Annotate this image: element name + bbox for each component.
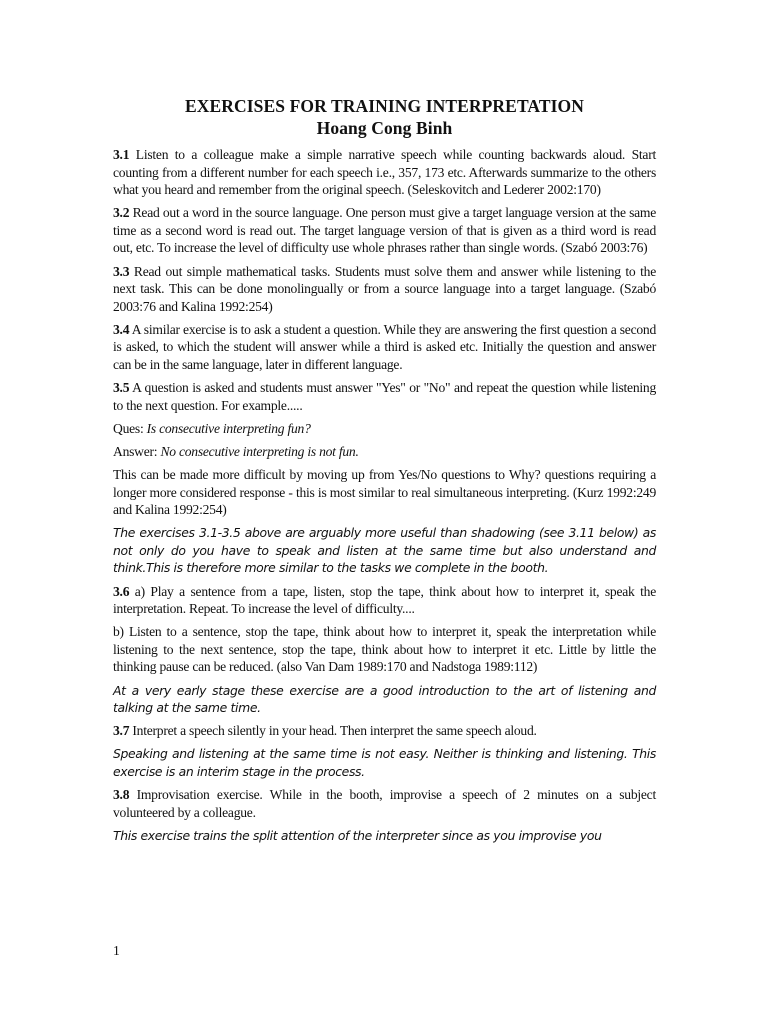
exercise-3-8	[113, 786, 656, 821]
example-answer	[113, 443, 656, 461]
exercise-3-3	[113, 263, 656, 316]
italic-note: This exercise trains the split attention of the interpreter since as you improvise you	[113, 827, 602, 843]
document-title: EXERCISES FOR TRAINING INTERPRETATION	[185, 96, 584, 116]
author-name: Hoang Cong Binh	[316, 118, 453, 138]
exercise-text: Read out a word in the source language. One person must give a target language version at the same time as a second word is read out. The target language version of that is given as a third word is read out, etc. To increase the level of difficulty use whole phrases rather than single words. (Szabó 2003:76)	[113, 205, 656, 256]
exercise-3-1	[113, 146, 656, 199]
exercise-3-7	[113, 722, 656, 740]
body-paragraph: This can be made more difficult by moving up from Yes/No questions to Why? questions requiring a longer more considered response - this is most similar to real simultaneous interpreting. (Kurz 1992:249 and Kalina 1992:254)	[113, 467, 656, 518]
exercise-3-5	[113, 379, 656, 414]
exercise-text: A question is asked and students must answer "Yes" or "No" and repeat the question while listening to the next question. For example.....	[113, 380, 656, 413]
exercise-text: Improvisation exercise. While in the booth, improvise a speech of 2 minutes on a subject volunteered by a colleague.	[113, 787, 656, 820]
example-text: No consecutive interpreting is not fun.	[160, 443, 359, 459]
exercise-3-4	[113, 321, 656, 374]
exercise-number: 3.6	[113, 583, 130, 599]
exercise-text: a) Play a sentence from a tape, listen, stop the tape, think about how to interpret it, speak the interpretation. Repeat. To increase the level of difficulty....	[113, 583, 656, 617]
exercise-number: 3.2	[113, 205, 130, 221]
exercise-number: 3.4	[113, 321, 130, 337]
document-page	[113, 95, 656, 850]
exercise-text: A similar exercise is to ask a student a question. While they are answering the first question a second is asked, to which the student will answer while a third is asked etc. Initially the question and answer can be in the same language, later in different language.	[113, 321, 656, 373]
exercise-number: 3.1	[113, 147, 130, 162]
italic-note: The exercises 3.1-3.5 above are arguably more useful than shadowing (see 3.11 below) as not only do you have to speak and listen at the same time but also understand and think.This is therefore more similar to the tasks we complete in the booth.	[113, 525, 656, 576]
example-label: Ques:	[113, 420, 147, 436]
italic-note: Speaking and listening at the same time is not easy. Neither is thinking and listening. This exercise is an interim stage in the process.	[113, 746, 656, 779]
exercise-number: 3.3	[113, 263, 130, 279]
body-paragraph: b) Listen to a sentence, stop the tape, think about how to interpret it, speak the interpretation while listening to the next sentence, stop the tape, think about how to interpret it etc. Little by little the thinking pause can be reduced. (also Van Dam 1989:170 and Nadstoga 1989:112)	[113, 624, 656, 675]
example-label: Answer:	[113, 443, 161, 459]
exercise-text: Interpret a speech silently in your head. Then interpret the same speech aloud.	[129, 723, 537, 739]
example-text: Is consecutive interpreting fun?	[146, 420, 311, 436]
example-question	[113, 420, 656, 438]
exercise-number: 3.5	[113, 380, 130, 396]
italic-note: At a very early stage these exercise are a good introduction to the art of listening and talking at the same time.	[113, 682, 656, 716]
exercise-number: 3.8	[113, 787, 130, 802]
page-number: 1	[113, 943, 120, 958]
exercise-text: Listen to a colleague make a simple narrative speech while counting backwards aloud. Start counting from a different number for each speech i.e., 357, 173 etc. Afterwards summarize to the others what you heard and remember from the original speech. (Seleskovitch and Lederer 2002:170)	[113, 147, 656, 198]
exercise-number: 3.7	[113, 723, 130, 739]
exercise-3-2	[113, 204, 656, 257]
exercise-3-6	[113, 583, 656, 618]
exercise-text: Read out simple mathematical tasks. Students must solve them and answer while listening to the next task. This can be done monolingually or from a source language into a target language. (Szabó 2003:76 and Kalina 1992:254)	[113, 263, 656, 314]
